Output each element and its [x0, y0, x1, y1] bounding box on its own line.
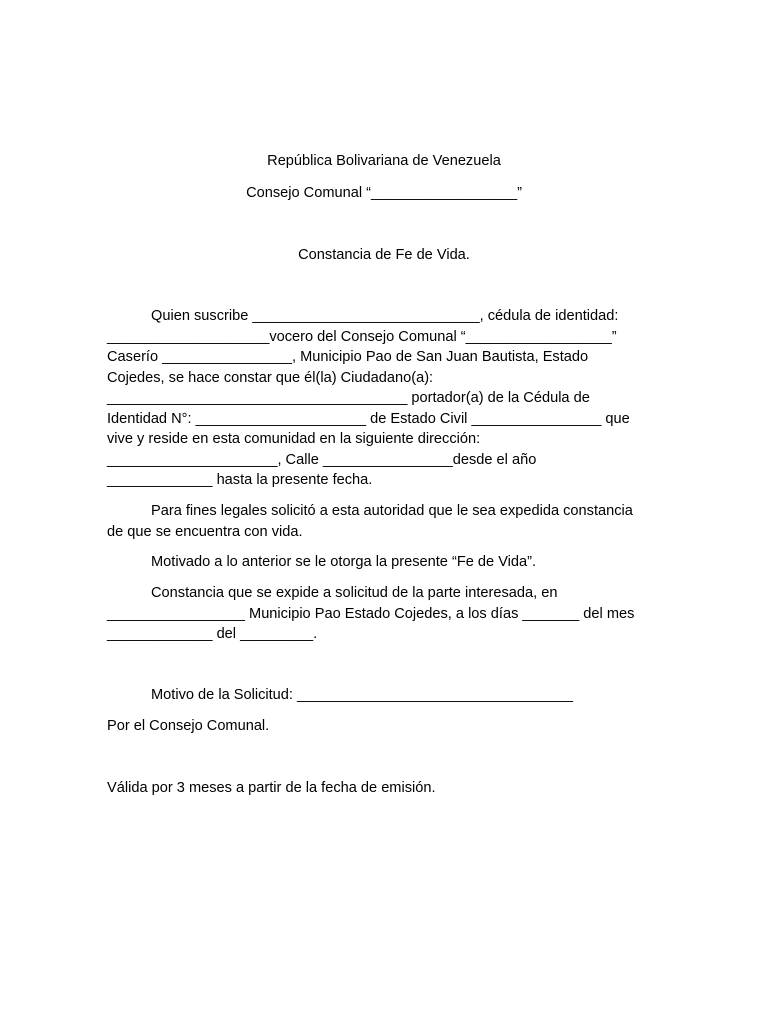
paragraph4-line: _________________ Municipio Pao Estado Cojedes, a los días _______ del mes	[107, 606, 635, 622]
paragraph1-line: _____________________, Calle ________________desde el año	[107, 452, 537, 468]
signature-line: Por el Consejo Comunal.	[107, 718, 270, 734]
validity-note: Válida por 3 meses a partir de la fecha de emisión.	[107, 780, 436, 796]
council-heading: Consejo Comunal “__________________”	[246, 185, 522, 201]
paragraph1-line: Cojedes, se hace constar que él(la) Ciudadano(a):	[107, 370, 434, 386]
paragraph1-line: Quien suscribe ____________________________, cédula de identidad:	[151, 308, 619, 324]
paragraph1-line: _____________ hasta la presente fecha.	[107, 472, 373, 488]
document-title: Constancia de Fe de Vida.	[298, 247, 470, 263]
paragraph1-line: ____________________vocero del Consejo Comunal “__________________”	[107, 329, 617, 345]
motivo-line: Motivo de la Solicitud: __________________________________	[151, 687, 573, 703]
paragraph4-line: _____________ del _________.	[107, 626, 318, 642]
paragraph3-line: Motivado a lo anterior se le otorga la presente “Fe de Vida”.	[151, 554, 537, 570]
paragraph2-line: de que se encuentra con vida.	[107, 524, 303, 540]
paragraph1-line: _____________________________________ portador(a) de la Cédula de	[107, 390, 590, 406]
paragraph4-line: Constancia que se expide a solicitud de la parte interesada, en	[151, 585, 558, 601]
paragraph1-line: vive y reside en esta comunidad en la siguiente dirección:	[107, 431, 481, 447]
paragraph1-line: Caserío ________________, Municipio Pao de San Juan Bautista, Estado	[107, 349, 589, 365]
paragraph1-line: Identidad N°: _____________________ de Estado Civil ________________ que	[107, 411, 630, 427]
paragraph2-line: Para fines legales solicitó a esta autoridad que le sea expedida constancia	[151, 503, 633, 519]
country-heading: República Bolivariana de Venezuela	[267, 153, 501, 169]
